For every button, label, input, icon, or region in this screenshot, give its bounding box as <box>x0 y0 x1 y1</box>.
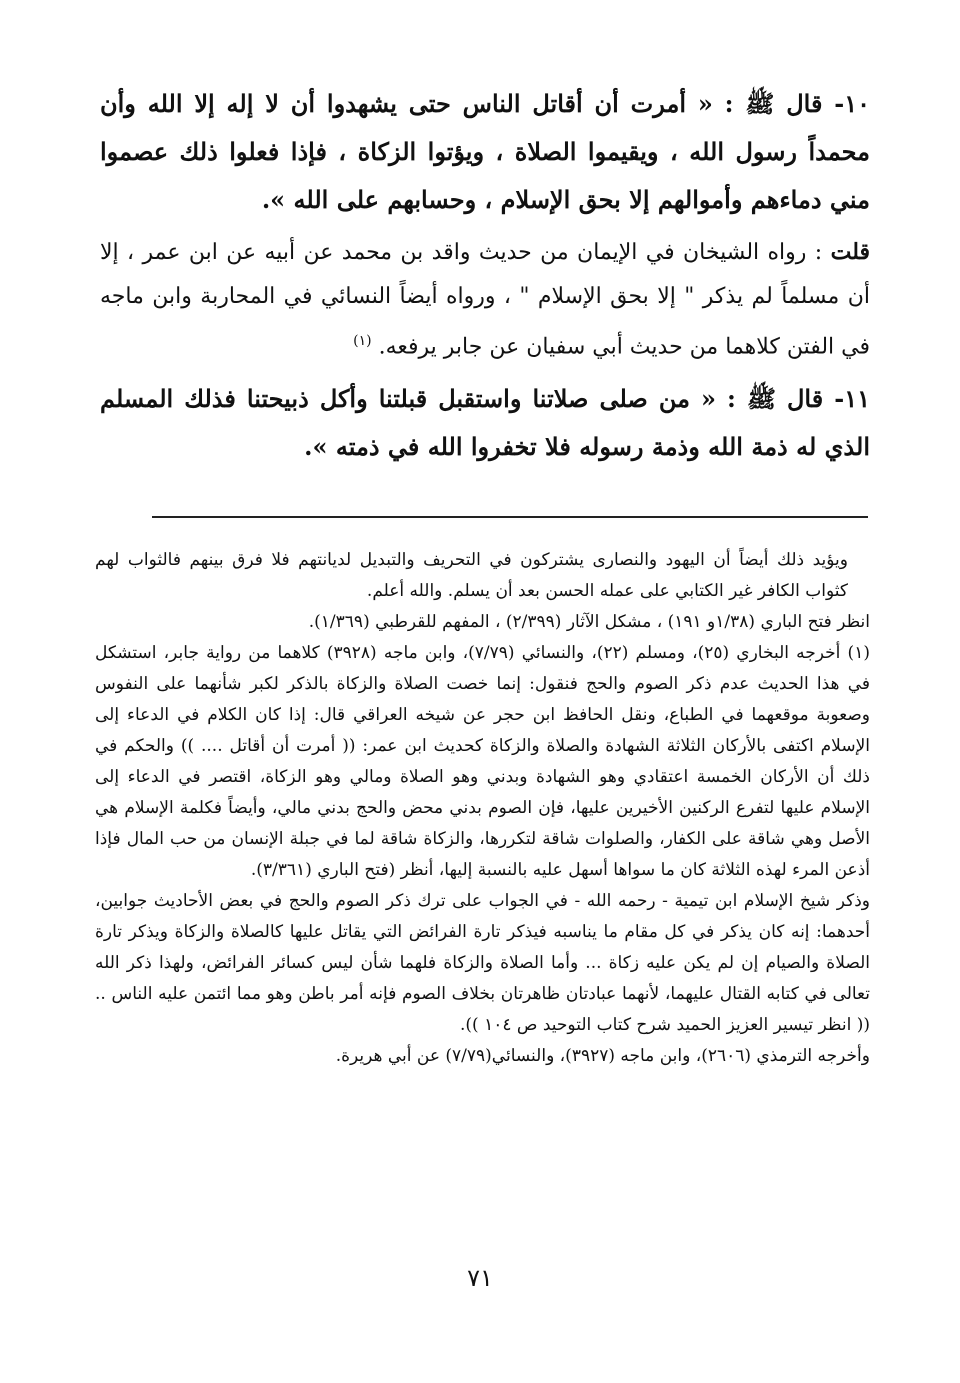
footnote-paragraph: انظر فتح الباري (١/٣٨و ١٩١) ، مشكل الآثار (٢/٣٩٩) ، المفهم للقرطبي (١/٣٦٩). <box>308 612 870 632</box>
footnote-paragraph: وذكر شيخ الإسلام ابن تيمية - رحمه الله - في الجواب على ترك ذكر الصوم والحج في بعض الأحاديث جوابين، أحدهما: إنه كان يذكر في كل مقام ما يناسبه فيذكر تارة الفرائض التي يقاتل عليها كالصلاة والزكاة ويذكر تارة الصلاة والصيام إن لم يكن عليه زكاة ... وأما الصلاة والزكاة فلهما شأن ليس كسائر الفرائض، ولهذا ذكر الله تعالى في كتابه القتال عليهما، لأنهما عبادتان ظاهرتان بخلاف الصوم فإنه أمر باطن وهو مما ائتمن عليه الناس .. (( انظر تيسير العزيز الحميد شرح كتاب التوحيد ص ١٠٤ )). <box>95 891 870 1035</box>
main-text <box>100 80 870 477</box>
commentary-paragraph <box>100 230 870 369</box>
hadith-10: ١٠- قال ﷺ : « أمرت أن أقاتل الناس حتى يشهدوا أن لا إله إلا الله وأن محمداً رسول الله ، ويقيموا الصلاة ، ويؤتوا الزكاة ، فإذا فعلوا ذلك عصموا مني دماءهم وأموالهم إلا بحق الإسلام ، وحسابهم على الله ». <box>100 89 870 214</box>
hadith-11: ١١- قال ﷺ : « من صلى صلاتنا واستقبل قبلتنا وأكل ذبيحتنا فذلك المسلم الذي له ذمة الله وذمة رسوله فلا تخفروا الله في ذمته ». <box>100 384 871 462</box>
footnotes <box>95 545 870 1072</box>
footnote-separator <box>152 516 868 518</box>
commentary-text: : رواه الشيخان في الإيمان من حديث واقد بن محمد عن أبيه عن ابن عمر ، إلا أن مسلماً لم يذكر " إلا بحق الإسلام " ، ورواه أيضاً النسائي في المحاربة وابن ماجه في الفتن كلاهما من حديث أبي سفيان عن جابر يرفعه. <box>100 240 870 360</box>
page-number: ٧١ <box>467 1264 493 1292</box>
footnote-paragraph: ويؤيد ذلك أيضاً أن اليهود والنصارى يشتركون في التحريف والتبديل لديانتهم فلا فرق بينهم فالثواب لهم كثواب الكافر غير الكتابي على عمله الحسن بعد أن يسلم. والله أعلم. <box>95 550 848 601</box>
footnote-ref-1: (١) <box>353 333 372 349</box>
footnote-paragraph: (١) أخرجه البخاري (٢٥)، ومسلم (٢٢)، والنسائي (٧/٧٩)، وابن ماجه (٣٩٢٨) كلاهما من رواية جابر، استشكل في هذا الحديث عدم ذكر الصوم والحج فنقول: إنما خصت الصلاة والزكاة بالذكر لكبر شأنهما على النفوس وصعوبة موقعهما في الطباع، ونقل الحافظ ابن حجر عن شيخه العراقي قال: إذا كان الكلام في الدعاء إلى الإسلام اكتفى بالأركان الثلاثة الشهادة والصلاة والزكاة كحديث ابن عمر: (( أمرت أن أقاتل .... )) والحكم في ذلك أن الأركان الخمسة اعتقادي وهو الشهادة وبدني وهو الصلاة ومالي وهو الزكاة، اقتصر في الدعاء إلى الإسلام عليها لتفرع الركنين الأخيرين عليها، فإن الصوم بدني محض والحج بدني مالي، وأيضاً فكلمة الإسلام هي الأصل وهي شاقة على الكفار، والصلوات شاقة لتكررها، والزكاة شاقة لما في جبلة الإنسان من حب المال فإذا أذعن المرء لهذه الثلاثة كان ما سواها أسهل عليه بالنسبة إليها، أنظر (فتح الباري (٣/٣٦١). <box>95 643 870 880</box>
qult-label: قلت <box>830 239 871 265</box>
footnote-paragraph: وأخرجه الترمذي (٢٦٠٦)، وابن ماجه (٣٩٢٧)، والنسائي(٧/٧٩) عن أبي هريرة. <box>335 1046 870 1066</box>
